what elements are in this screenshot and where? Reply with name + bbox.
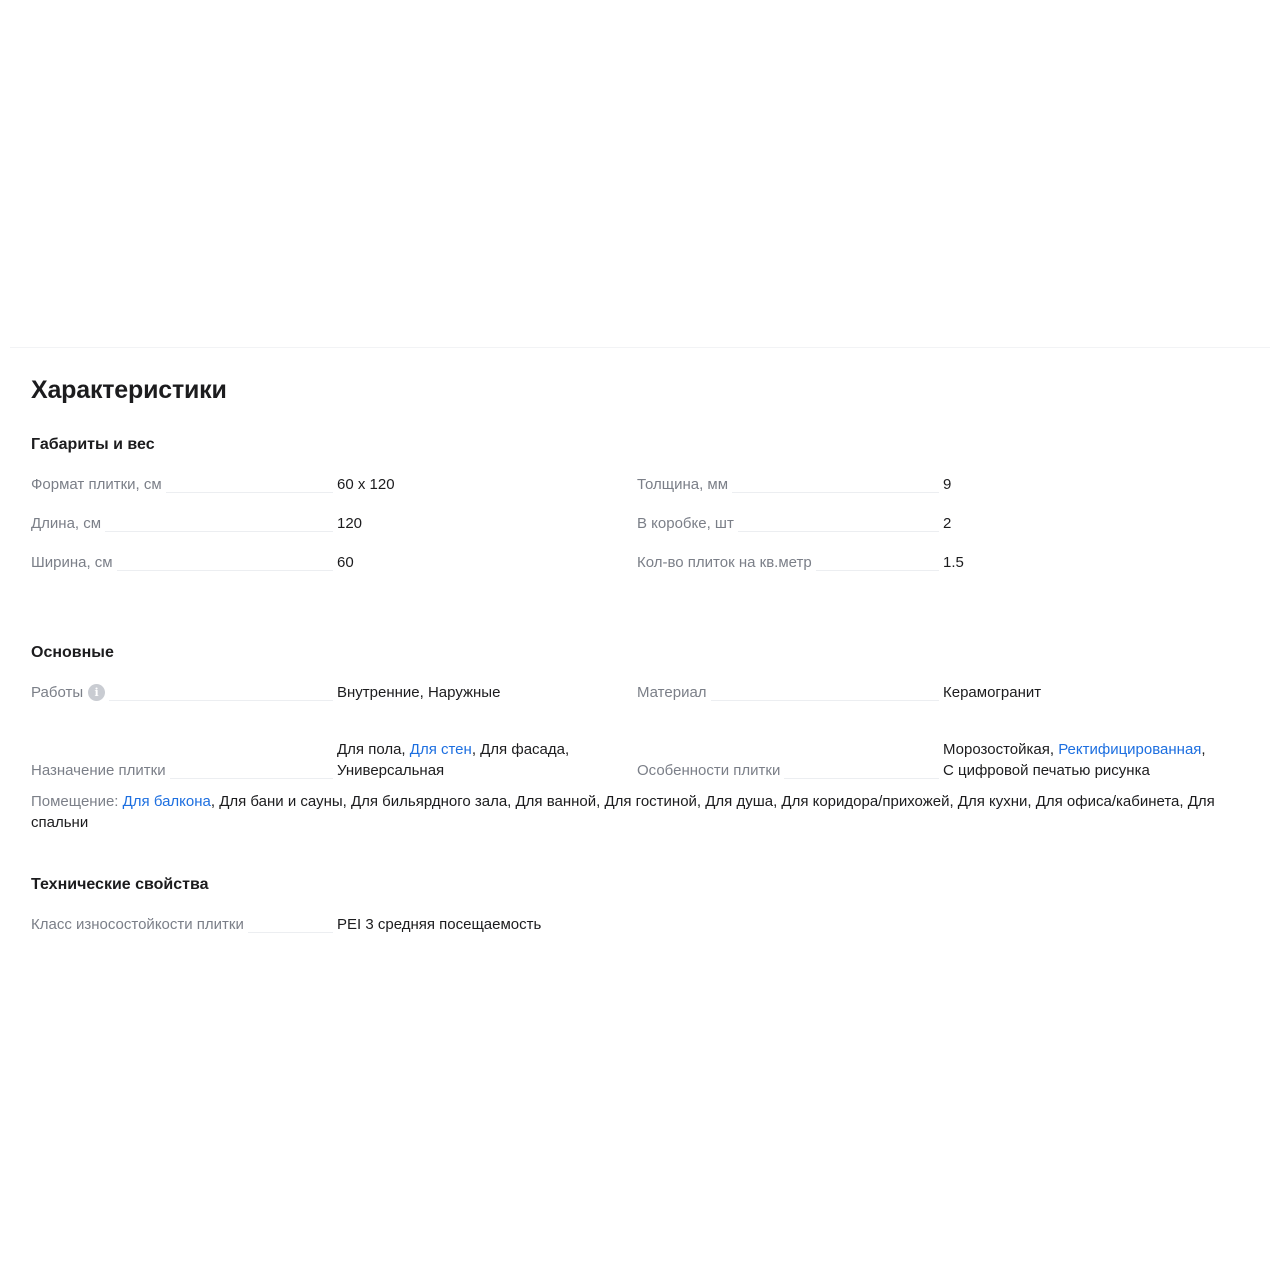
technical-left-column xyxy=(31,914,637,953)
dimensions-grid xyxy=(31,474,1246,591)
property-value: 60 x 120 xyxy=(337,476,395,493)
property-name: Ширина, см xyxy=(31,554,113,571)
basic-grid xyxy=(31,682,1246,781)
property-row xyxy=(31,474,637,513)
room-row xyxy=(31,791,1246,833)
value-link-walls[interactable]: Для стен xyxy=(409,741,472,758)
property-name: Длина, см xyxy=(31,515,102,532)
dotted-leader xyxy=(166,492,333,493)
technical-grid xyxy=(31,914,1246,953)
dimensions-right-column xyxy=(637,474,1246,591)
page-title: Характеристики xyxy=(31,376,227,404)
room-link-balcony[interactable]: Для балкона xyxy=(122,793,211,810)
property-name: Класс износостойкости плитки xyxy=(31,916,244,933)
property-row xyxy=(637,513,1246,552)
property-name: Работы xyxy=(31,684,84,701)
property-name: Толщина, мм xyxy=(637,476,729,493)
property-row-material xyxy=(637,682,1246,721)
dimensions-left-column xyxy=(31,474,637,591)
property-value: 120 xyxy=(337,515,363,532)
property-name: Формат плитки, см xyxy=(31,476,162,493)
dotted-leader xyxy=(105,531,333,532)
value-link-rectified[interactable]: Ректифицированная xyxy=(1058,741,1202,758)
property-name: Назначение плитки xyxy=(31,762,166,779)
property-row xyxy=(31,552,637,591)
dotted-leader xyxy=(784,778,939,779)
value-text: Универсальная xyxy=(337,762,445,779)
property-value: Керамогранит xyxy=(943,684,1042,701)
property-value: 9 xyxy=(943,476,952,493)
dotted-leader xyxy=(109,700,333,701)
property-row xyxy=(31,513,637,552)
property-row-purpose xyxy=(31,731,637,781)
value-text: Морозостойкая, xyxy=(943,741,1059,758)
top-divider xyxy=(10,347,1270,348)
property-value: 60 xyxy=(337,554,354,571)
basic-right-column xyxy=(637,682,1246,781)
dotted-leader xyxy=(248,932,333,933)
property-name: Кол-во плиток на кв.метр xyxy=(637,554,812,571)
property-name: Материал xyxy=(637,684,707,701)
property-row-features xyxy=(637,731,1246,781)
characteristics-panel xyxy=(31,372,1246,953)
dotted-leader xyxy=(816,570,939,571)
section-title-dimensions: Габариты и вес xyxy=(31,436,155,453)
dotted-leader xyxy=(170,778,333,779)
value-text: Для пола, xyxy=(337,741,410,758)
property-row xyxy=(637,474,1246,513)
value-text: , Для фасада, xyxy=(471,741,570,758)
property-row xyxy=(31,914,637,953)
property-value: Внутренние, Наружные xyxy=(337,684,501,701)
property-name: В коробке, шт xyxy=(637,515,734,532)
property-value xyxy=(337,739,637,781)
property-value: 2 xyxy=(943,515,952,532)
dotted-leader xyxy=(738,531,939,532)
dotted-leader xyxy=(117,570,333,571)
basic-left-column xyxy=(31,682,637,781)
property-value: PEI 3 средняя посещаемость xyxy=(337,916,542,933)
section-title-basic: Основные xyxy=(31,644,114,661)
room-label: Помещение: xyxy=(31,793,123,810)
room-values: , Для бани и сауны, Для бильярдного зала, Для ванной, Для гостиной, Для душа, Для коридора/прихожей, Для кухни, Для офиса/кабинета, Для спальни xyxy=(31,793,1215,831)
property-value xyxy=(943,739,1243,781)
value-text: С цифровой печатью рисунка xyxy=(943,762,1150,779)
info-icon[interactable]: i xyxy=(88,684,105,701)
value-text: , xyxy=(1201,741,1206,758)
section-title-technical: Технические свойства xyxy=(31,876,209,893)
property-name: Особенности плитки xyxy=(637,762,781,779)
dotted-leader xyxy=(732,492,939,493)
property-value: 1.5 xyxy=(943,554,964,571)
property-row-works xyxy=(31,682,637,721)
property-row xyxy=(637,552,1246,591)
dotted-leader xyxy=(711,700,939,701)
